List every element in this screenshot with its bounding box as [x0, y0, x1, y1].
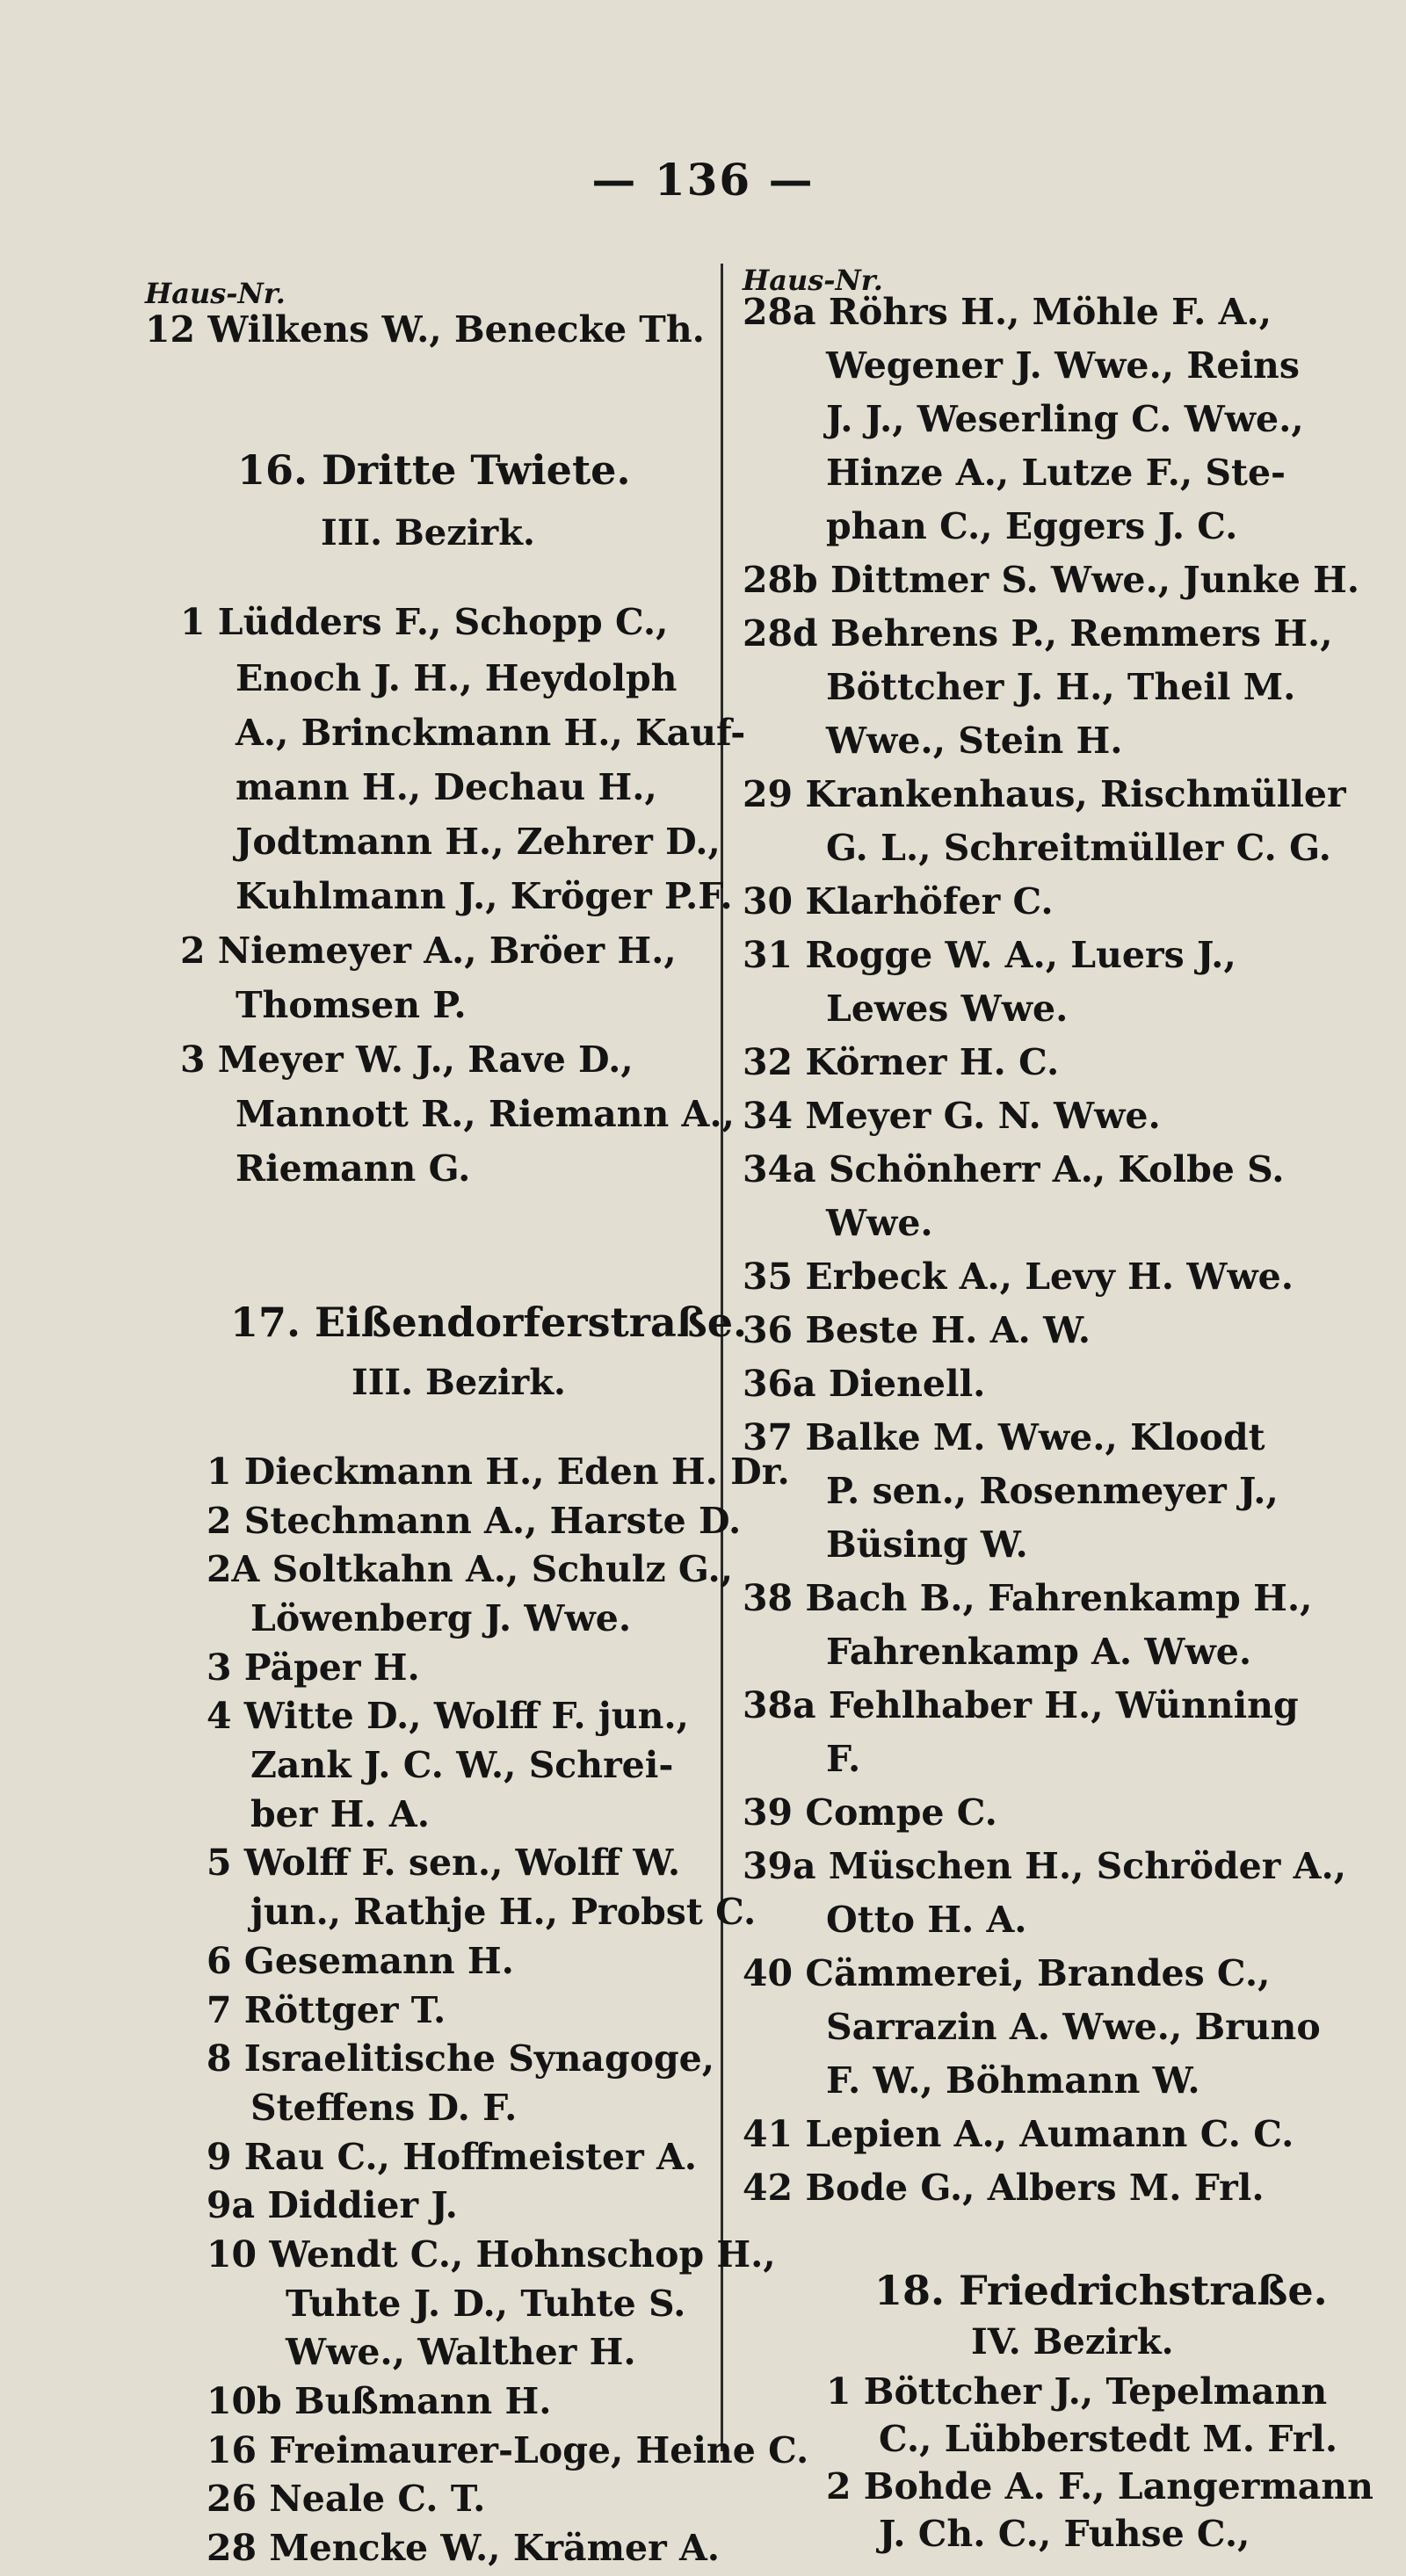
list-item: Wwe., Walther H.: [286, 2331, 636, 2373]
list-item: ber H. A.: [250, 1793, 430, 1835]
list-item: 6 Gesemann H.: [207, 1940, 514, 1982]
street-title-18: 18. Friedrichstraße.: [874, 2267, 1328, 2314]
list-item: 38a Fehlhaber H., Wünning: [743, 1684, 1299, 1726]
street-title-16: 16. Dritte Twiete.: [237, 446, 631, 494]
list-item: F.: [826, 1738, 861, 1780]
list-item: Löwenberg J. Wwe.: [250, 1597, 632, 1639]
list-item: 36 Beste H. A. W.: [743, 1309, 1091, 1351]
list-item: 1 Böttcher J., Tepelmann: [826, 2370, 1328, 2413]
list-item: 9 Rau C., Hoffmeister A.: [207, 2136, 698, 2178]
column-divider: [721, 264, 723, 2451]
list-item: 10b Bußmann H.: [207, 2380, 552, 2422]
list-item: 4 Witte D., Wolff F. jun.,: [207, 1695, 689, 1737]
list-item: 29 Krankenhaus, Rischmüller: [743, 773, 1346, 815]
district-label-18: IV. Bezirk.: [971, 2321, 1174, 2363]
list-item: J. J., Weserling C. Wwe.,: [826, 398, 1304, 440]
list-item: 34a Schönherr A., Kolbe S.: [743, 1148, 1285, 1190]
list-item: Fahrenkamp A. Wwe.: [826, 1631, 1252, 1673]
list-item: 28d Behrens P., Remmers H.,: [743, 612, 1333, 655]
list-item: 1 Dieckmann H., Eden H. Dr.: [207, 1451, 790, 1493]
list-item: 12 Wilkens W., Benecke Th.: [145, 308, 705, 351]
list-item: 32 Körner H. C.: [743, 1041, 1060, 1083]
list-item: Büsing W.: [826, 1523, 1028, 1566]
list-item: Lewes Wwe.: [826, 988, 1069, 1030]
list-item: Riemann G.: [236, 1147, 471, 1190]
list-item: Wegener J. Wwe., Reins: [826, 344, 1300, 387]
list-item: C., Lübberstedt M. Frl.: [879, 2418, 1338, 2460]
district-label-17: III. Bezirk.: [352, 1362, 566, 1403]
list-item: 2A Soltkahn A., Schulz G.,: [207, 1548, 734, 1590]
haus-nr-label: Haus-Nr.: [743, 264, 883, 297]
list-item: 2 Bohde A. F., Langermann: [826, 2465, 1373, 2507]
list-item: 28 Mencke W., Krämer A.: [207, 2527, 721, 2569]
list-item: 28a Röhrs H., Möhle F. A.,: [743, 291, 1272, 333]
list-item: 1 Lüdders F., Schopp C.,: [180, 601, 669, 643]
list-item: 34 Meyer G. N. Wwe.: [743, 1095, 1161, 1137]
list-item: Thomsen P.: [236, 984, 467, 1026]
list-item: Zank J. C. W., Schrei-: [250, 1744, 674, 1786]
list-item: 36a Dienell.: [743, 1363, 986, 1405]
list-item: 31 Rogge W. A., Luers J.,: [743, 934, 1236, 976]
list-item: 7 Röttger T.: [207, 1989, 446, 2031]
list-item: 41 Lepien A., Aumann C. C.: [743, 2113, 1294, 2155]
list-item: 9a Diddier J.: [207, 2184, 458, 2226]
list-item: Kuhlmann J., Kröger P.F.: [236, 875, 733, 917]
list-item: 2 Stechmann A., Harste D.: [207, 1500, 742, 1542]
haus-nr-label: Haus-Nr.: [145, 277, 286, 310]
list-item: 5 Wolff F. sen., Wolff W.: [207, 1842, 681, 1884]
list-item: 8 Israelitische Synagoge,: [207, 2037, 715, 2080]
list-item: 10 Wendt C., Hohnschop H.,: [207, 2233, 776, 2276]
list-item: 35 Erbeck A., Levy H. Wwe.: [743, 1255, 1294, 1298]
list-item: 38 Bach B., Fahrenkamp H.,: [743, 1577, 1313, 1619]
list-item: 16 Freimaurer-Loge, Heine C.: [207, 2429, 809, 2471]
list-item: J. Ch. C., Fuhse C.,: [879, 2513, 1250, 2555]
list-item: Böttcher J. H., Theil M.: [826, 666, 1296, 708]
list-item: Jodtmann H., Zehrer D.,: [236, 821, 721, 863]
list-item: Wwe., Stein H.: [826, 720, 1123, 762]
list-item: 3 Meyer W. J., Rave D.,: [180, 1038, 634, 1081]
list-item: 28b Dittmer S. Wwe., Junke H.: [743, 559, 1360, 601]
list-item: Sarrazin A. Wwe., Bruno: [826, 2006, 1321, 2048]
list-item: 26 Neale C. T.: [207, 2478, 486, 2520]
list-item: mann H., Dechau H.,: [236, 766, 657, 808]
list-item: Hinze A., Lutze F., Ste-: [826, 452, 1286, 494]
list-item: 3 Päper H.: [207, 1646, 420, 1689]
street-title-17: 17. Eißendorferstraße.: [230, 1299, 748, 1346]
list-item: Steffens D. F.: [250, 2087, 518, 2129]
list-item: 40 Cämmerei, Brandes C.,: [743, 1952, 1271, 1994]
list-item: Enoch J. H., Heydolph: [236, 657, 678, 699]
list-item: Tuhte J. D., Tuhte S.: [286, 2283, 686, 2325]
page-number: — 136 —: [591, 154, 815, 206]
list-item: phan C., Eggers J. C.: [826, 505, 1238, 547]
list-item: 37 Balke M. Wwe., Kloodt: [743, 1416, 1265, 1458]
list-item: jun., Rathje H., Probst C.: [250, 1891, 757, 1933]
list-item: P. sen., Rosenmeyer J.,: [826, 1470, 1279, 1512]
list-item: A., Brinckmann H., Kauf-: [236, 712, 746, 754]
list-item: 39 Compe C.: [743, 1791, 997, 1834]
list-item: 39a Müschen H., Schröder A.,: [743, 1845, 1346, 1887]
list-item: F. W., Böhmann W.: [826, 2059, 1200, 2102]
list-item: G. L., Schreitmüller C. G.: [826, 827, 1331, 869]
list-item: Wwe.: [826, 1202, 933, 1244]
list-item: Mannott R., Riemann A.,: [236, 1093, 735, 1135]
district-label-16: III. Bezirk.: [321, 512, 535, 554]
list-item: Otto H. A.: [826, 1899, 1027, 1941]
list-item: 2 Niemeyer A., Bröer H.,: [180, 930, 677, 972]
list-item: 30 Klarhöfer C.: [743, 880, 1054, 923]
list-item: 42 Bode G., Albers M. Frl.: [743, 2167, 1265, 2209]
